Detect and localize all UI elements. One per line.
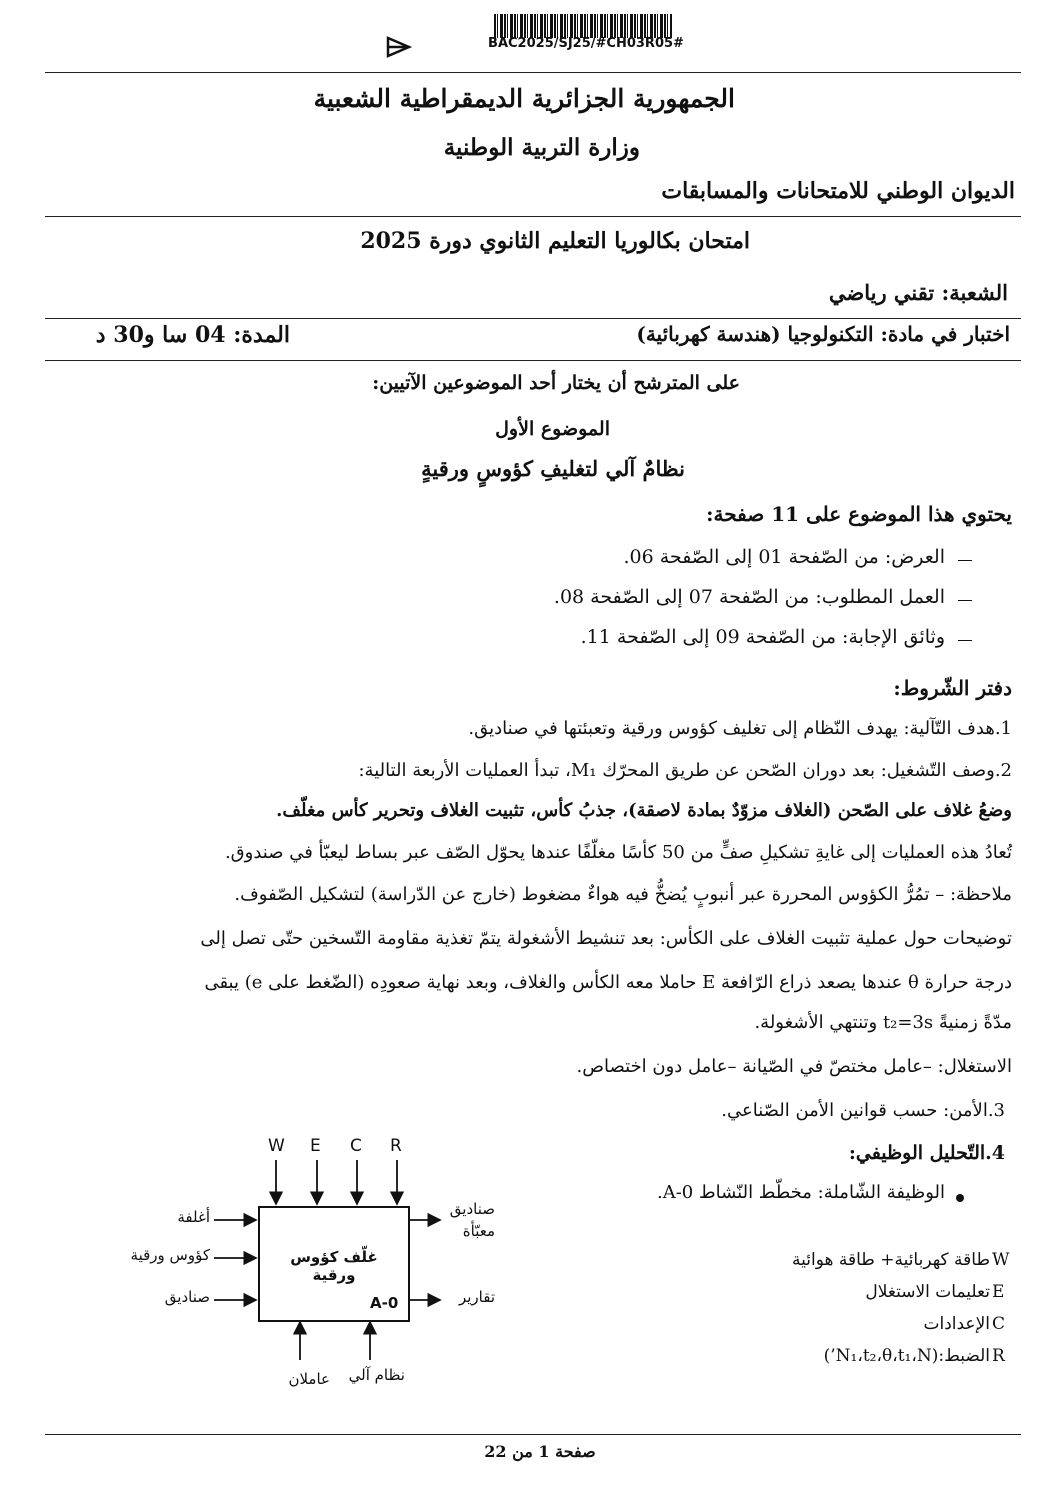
automation-goal: 1.هدف التّآلية: يهدف النّظام إلى تغليف كؤوس ورقية وتعبئتها في صناديق. [468, 718, 1012, 739]
list-item: العرض: من الصّفحة 01 إلى الصّفحة 06. [623, 546, 945, 568]
topic-label: الموضوع الأول [495, 418, 610, 440]
legend-key-w: W [992, 1250, 1010, 1270]
document-code: BAC2025/SJ25/#CH03R05# [488, 36, 684, 51]
exam-title: امتحان بكالوريا التعليم الثانوي دورة 2025 [360, 228, 750, 254]
a0-activity-box [258, 1206, 410, 1322]
stream: الشعبة: تقني رياضي [828, 280, 1008, 305]
mechanism-label: عاملان [288, 1370, 330, 1388]
operations-list: وضعُ غلاف على الصّحن (الغلاف مزوّدٌ بمادة لاصقة)، جذبُ كأس، تثبيت الغلاف وتحرير كأس مغلّف. [276, 800, 1012, 821]
footer-rule [45, 1434, 1021, 1435]
legend-key-e: E [992, 1282, 1005, 1302]
list-item: العمل المطلوب: من الصّفحة 07 إلى الصّفحة 08. [553, 586, 945, 608]
global-function: الوظيفة الشّاملة: مخطّط النّشاط A-0. [656, 1182, 945, 1203]
input-label: كؤوس ورقية [130, 1246, 210, 1264]
input-label: أغلفة [177, 1208, 210, 1226]
explanation-line: درجة حرارة θ عندها يصعد ذراع الرّافعة E حاملا معه الكأس والغلاف، وبعد نهاية صعودِه (الضّغط على e) يبقى [204, 972, 1012, 993]
operation-description: 2.وصف التّشغيل: بعد دوران الصّحن عن طريق المحرّك M₁، تبدأ العمليات الأربعة التالية: [358, 760, 1012, 781]
explanation-line: مدّةً زمنيةً t₂=3s وتنتهي الأشغولة. [754, 1012, 1012, 1033]
control-label-r: R [390, 1136, 402, 1156]
legend-key-c: C [992, 1314, 1006, 1334]
topic-title: نظامٌ آلي لتغليفِ كؤوسٍ ورقيةٍ [421, 456, 685, 481]
legend-key-r: R [992, 1346, 1005, 1366]
control-label-w: W [268, 1136, 285, 1156]
output-label: صناديق معبّأة [449, 1200, 495, 1240]
page-count: يحتوي هذا الموضوع على 11 صفحة: [706, 502, 1012, 526]
repeat-description: تُعادُ هذه العمليات إلى غايةِ تشكيلِ صفٍّ من 50 كأسًا مغلّفًا عندها يحوّل الصّف عبر بساط ليعبّأ في صندوق. [224, 842, 1012, 863]
a0-id: A-0 [370, 1294, 399, 1312]
legend-text-e: تعليمات الاستغلال [865, 1282, 990, 1302]
explanation-line: توضيحات حول عملية تثبيت الغلاف على الكأس: بعد تنشيط الأشغولة يتمّ تغذية مقاومة التّسخين حتّى تصل إلى [200, 928, 1012, 949]
choose-instruction: على المترشح أن يختار أحد الموضوعين الآتيين: [372, 372, 740, 394]
page-number: صفحة 1 من 22 [484, 1442, 596, 1461]
legend-text-r: الضبط:(N₁،t₂،θ،t₁،N’) [823, 1346, 990, 1366]
input-label: صناديق [164, 1288, 210, 1306]
legend-text-c: الإعدادات [923, 1314, 990, 1334]
duration: المدة: 04 سا و30 د [95, 322, 290, 348]
note: ملاحظة: – تمُرُّ الكؤوس المحررة عبر أنبوبٍ يُضخُّ فيه هواءٌ مضغوط (خارج عن الدّراسة) لتشكيل الصّفوف. [234, 884, 1012, 905]
output-label: تقارير [458, 1288, 495, 1306]
list-item: وثائق الإجابة: من الصّفحة 09 إلى الصّفحة 11. [580, 626, 945, 648]
office-name: الديوان الوطني للامتحانات والمسابقات [661, 178, 1015, 204]
safety: 3.الأمن: حسب قوانين الأمن الصّناعي. [721, 1100, 1005, 1121]
legend-text-w: طاقة كهربائية+ طاقة هوائية [792, 1250, 990, 1270]
mechanism-label: نظام آلي [348, 1366, 405, 1384]
control-label-c: C [350, 1136, 362, 1156]
specs-heading: دفتر الشّروط: [893, 676, 1012, 700]
functional-analysis-heading: 4.التّحليل الوظيفي: [848, 1142, 1005, 1164]
control-label-e: E [310, 1136, 321, 1156]
subject: اختبار في مادة: التكنولوجيا (هندسة كهربائية) [636, 322, 1010, 346]
republic-name: الجمهورية الجزائرية الديمقراطية الشعبية [313, 84, 735, 113]
exploitation: الاستغلال: –عامل مختصّ في الصّيانة –عامل دون اختصاص. [576, 1056, 1012, 1077]
ministry-name: وزارة التربية الوطنية [443, 134, 640, 161]
a0-function-label: غلّف كؤوس ورقية [290, 1248, 378, 1284]
